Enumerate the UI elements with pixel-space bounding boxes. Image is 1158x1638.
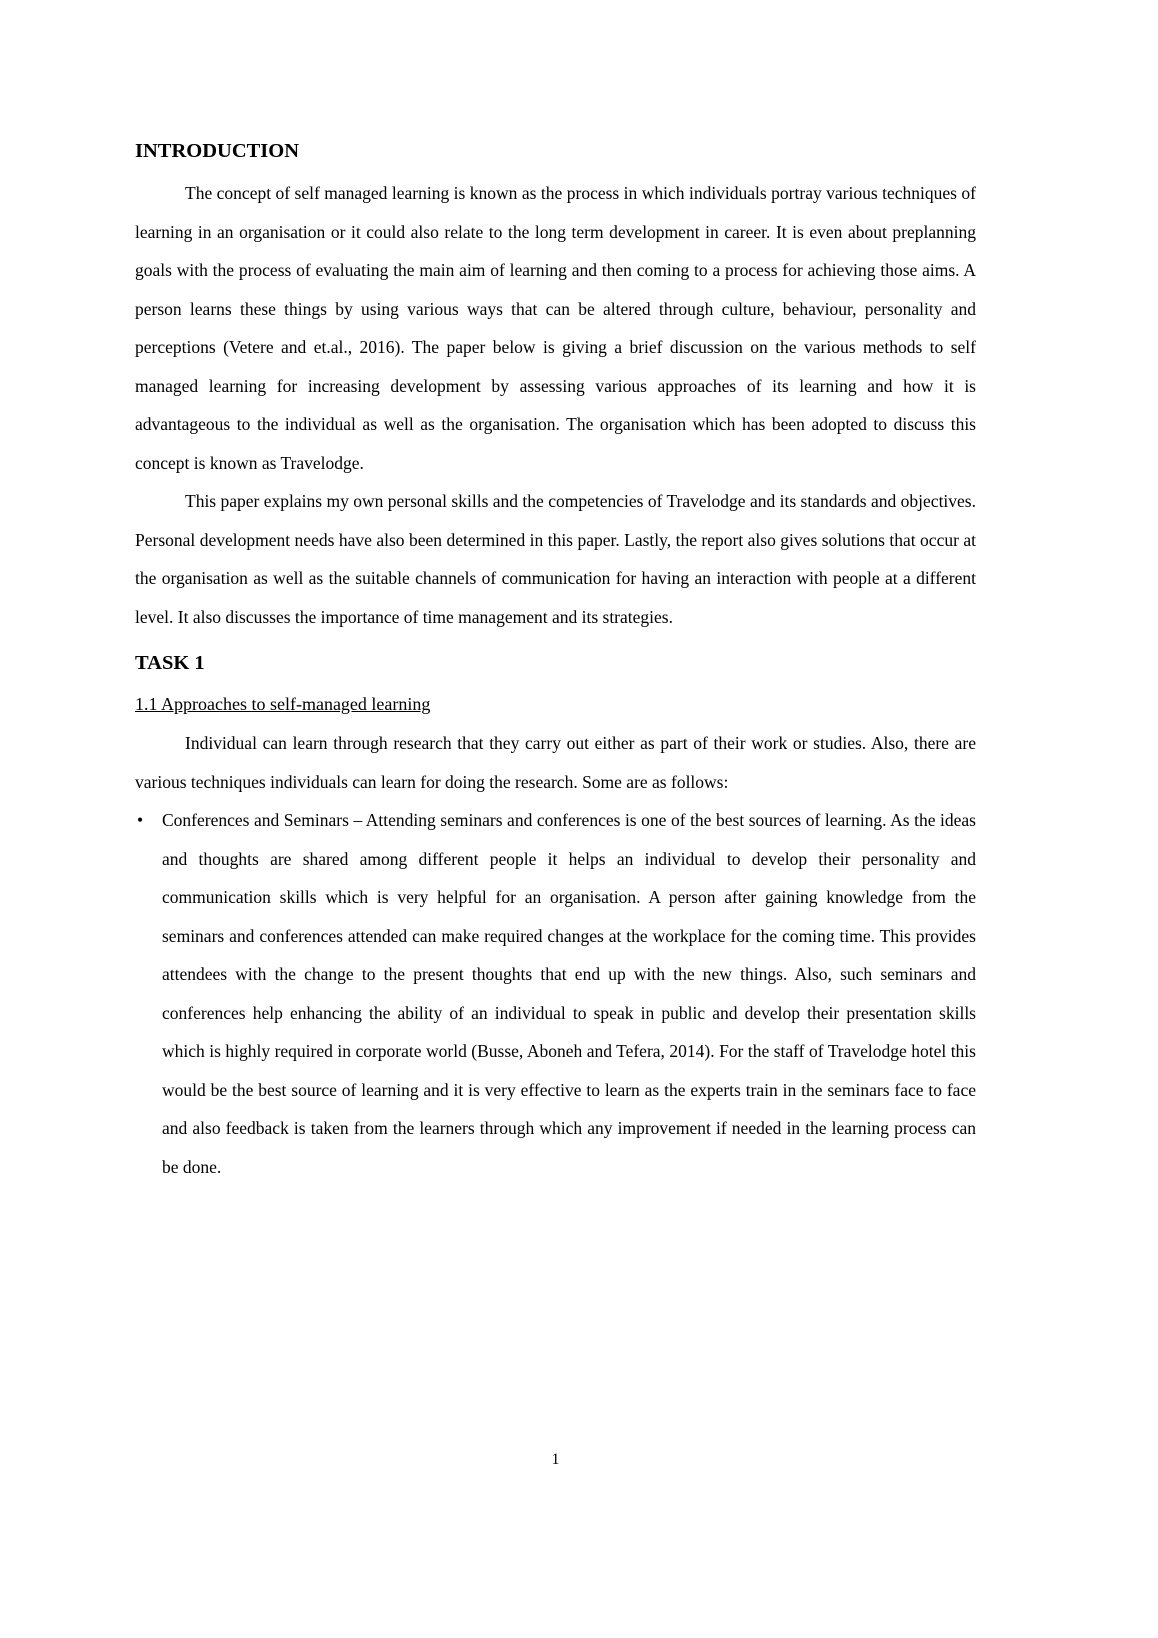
intro-paragraph-2: This paper explains my own personal skills and the competencies of Travelodge and its standards and objectives. Personal development needs have also been determined in this paper. Lastly, the report also gives solutions that occur at the organisation as well as the suitable channels of communication for having an interaction with people at a different level. It also discusses the importance of time management and its strategies. [135,491,976,627]
list-item-text: Conferences and Seminars – Attending seminars and conferences is one of the best sources of learning. As the ideas and thoughts are shared among different people it helps an individual to develop their personality and communication skills which is very helpful for an organisation. A person after gaining knowledge from the seminars and conferences attended can make required changes at the workplace for the coming time. This provides attendees with the change to the present thoughts that end up with the new things. Also, such seminars and conferences help enhancing the ability of an individual to speak in public and develop their presentation skills which is highly required in corporate world (Busse, Aboneh and Tefera, 2014). For the staff of Travelodge hotel this would be the best source of learning and it is very effective to learn as the experts train in the seminars face to face and also feedback is taken from the learners through which any improvement if needed in the learning process can be done. [162,810,976,1177]
introduction-heading: INTRODUCTION [135,140,300,162]
approaches-intro-paragraph: Individual can learn through research that they carry out either as part of their work or studies. Also, there are various techniques individuals can learn for doing the research. Some are as follows: [135,733,976,792]
task-1-heading: TASK 1 [135,652,205,674]
intro-paragraph-1: The concept of self managed learning is known as the process in which individuals portray various techniques of learning in an organisation or it could also relate to the long term development in career. It is even about preplanning goals with the process of evaluating the main aim of learning and then coming to a process for achieving those aims. A person learns these things by using various ways that can be altered through culture, behaviour, personality and perceptions (Vetere and et.al., 2016). The paper below is giving a brief discussion on the various methods to self managed learning for increasing development by assessing various approaches of its learning and how it is advantageous to the individual as well as the organisation. The organisation which has been adopted to discuss this concept is known as Travelodge. [135,183,976,473]
document-page [135,136,976,1186]
page-number: 1 [551,1451,560,1468]
subheading-1-1-approaches: 1.1 Approaches to self-managed learning [135,694,431,714]
list-item-conferences-seminars [135,801,976,1186]
approaches-bullet-list [135,801,976,1186]
